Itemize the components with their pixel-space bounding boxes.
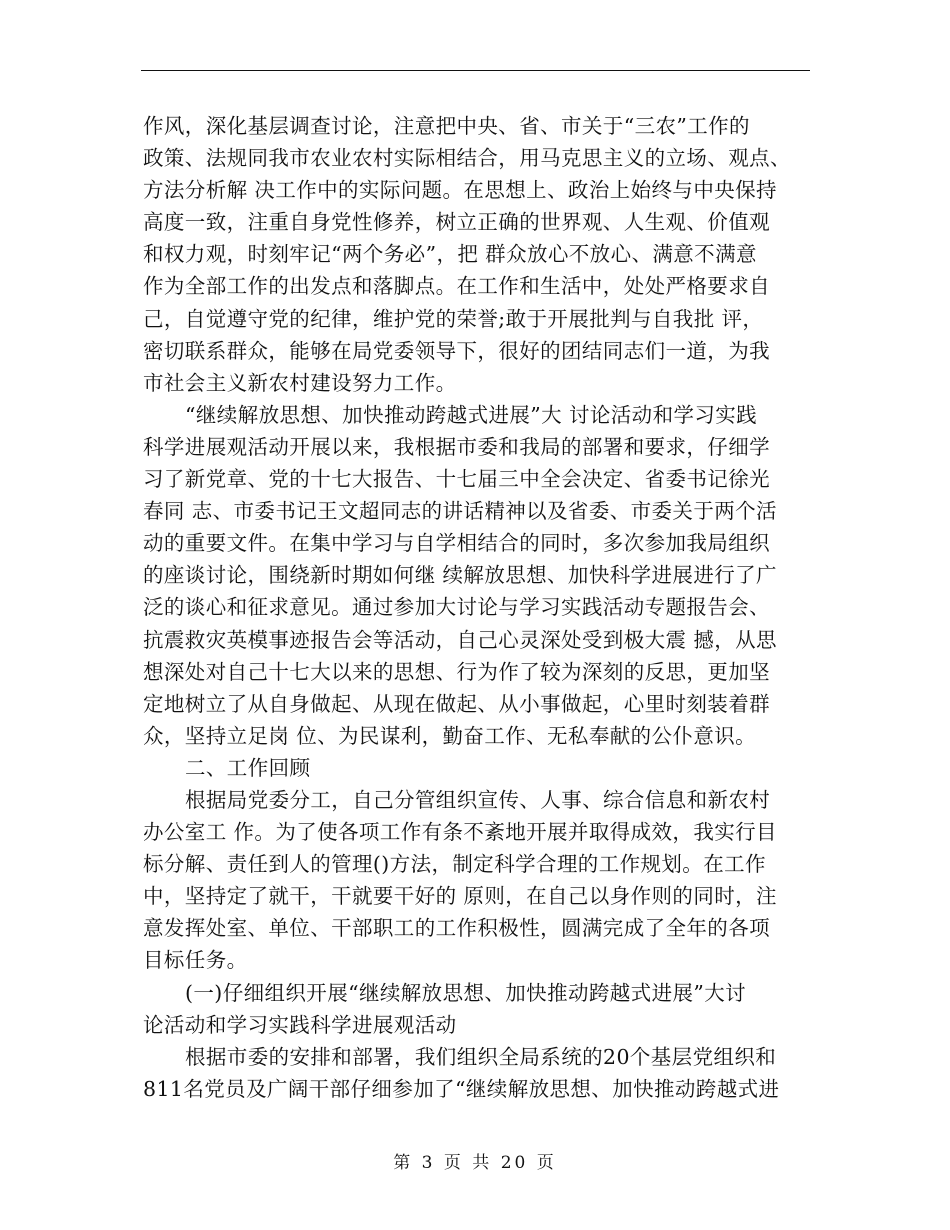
text-line: 动的重要文件。在集中学习与自学相结合的同时，多次参加我局组织 [143, 531, 770, 556]
text-line: 己，自觉遵守党的纪律，维护党的荣誉;敢于开展批判与自我批 评， [143, 306, 764, 331]
header-rule [141, 70, 810, 71]
text-line: 泛的谈心和征求意见。通过参加大讨论与学习实践活动专题报告会、 [143, 595, 770, 620]
text-line: 定地树立了从自身做起、从现在做起、从小事做起，心里时刻装着群 [143, 691, 770, 716]
text-line: 和权力观，时刻牢记“两个务必”，把 群众放心不放心、满意不满意 [143, 242, 757, 267]
text-line: 政策、法规同我市农业农村实际相结合，用马克思主义的立场、观点、 [143, 146, 791, 171]
text-line: 811名党员及广阔干部仔细参加了“继续解放思想、加快推动跨越式进 [143, 1076, 780, 1101]
text-line: 中，坚持定了就干，干就要干好的 原则，在自己以身作则的同时，注 [143, 884, 777, 909]
text-line: 高度一致，注重自身党性修养，树立正确的世界观、人生观、价值观 [143, 210, 770, 235]
text-line: 春同 志、市委书记王文超同志的讲话精神以及省委、市委关于两个活 [143, 499, 777, 524]
text-line: 办公室工 作。为了使各项工作有条不紊地开展并取得成效，我实行目 [143, 820, 777, 845]
text-line: 根据市委的安排和部署，我们组织全局系统的20个基层党组织和 [185, 1044, 777, 1069]
text-line: 抗震救灾英模事迹报告会等活动，自己心灵深处受到极大震 撼，从思 [143, 627, 777, 652]
text-line: 论活动和学习实践科学进展观活动 [143, 1012, 457, 1037]
text-line: 市社会主义新农村建设努力工作。 [143, 370, 457, 395]
text-line: 科学进展观活动开展以来，我根据市委和我局的部署和要求，仔细学 [143, 434, 770, 459]
text-line: 意发挥处室、单位、干部职工的工作积极性，圆满完成了全年的各项 [143, 916, 770, 941]
text-line: 根据局党委分工，自己分管组织宣传、人事、综合信息和新农村 [185, 787, 771, 812]
text-line: (一)仔细组织开展“继续解放思想、加快推动跨越式进展”大讨 [185, 980, 747, 1005]
text-line: 方法分析解 决工作中的实际问题。在思想上、政治上始终与中央保持 [143, 178, 777, 203]
document-body [143, 110, 823, 1105]
text-line: 作风，深化基层调查讨论，注意把中央、省、市关于“三农”工作的 [143, 114, 750, 138]
text-line: 标分解、责任到人的管理()方法，制定科学合理的工作规划。在工作 [143, 852, 766, 877]
text-line: 目标任务。 [143, 948, 248, 973]
text-line: 习了新党章、党的十七大报告、十七届三中全会决定、省委书记徐光 [143, 467, 770, 492]
text-line: “继续解放思想、加快推动跨越式进展”大 讨论活动和学习实践 [185, 402, 758, 427]
text-line: 想深处对自己十七大以来的思想、行为作了较为深刻的反思，更加坚 [143, 659, 770, 684]
text-line: 众，坚持立足岗 位、为民谋利，勤奋工作、无私奉献的公仆意识。 [143, 723, 757, 748]
text-line: 二、工作回顾 [185, 755, 311, 780]
page-footer: 第 3 页 共 20 页 [393, 1153, 557, 1173]
text-line: 的座谈讨论，围绕新时期如何继 续解放思想、加快科学进展进行了广 [143, 563, 777, 588]
text-line: 密切联系群众，能够在局党委领导下，很好的团结同志们一道，为我 [143, 338, 770, 363]
text-line: 作为全部工作的出发点和落脚点。在工作和生活中，处处严格要求自 [143, 274, 770, 299]
